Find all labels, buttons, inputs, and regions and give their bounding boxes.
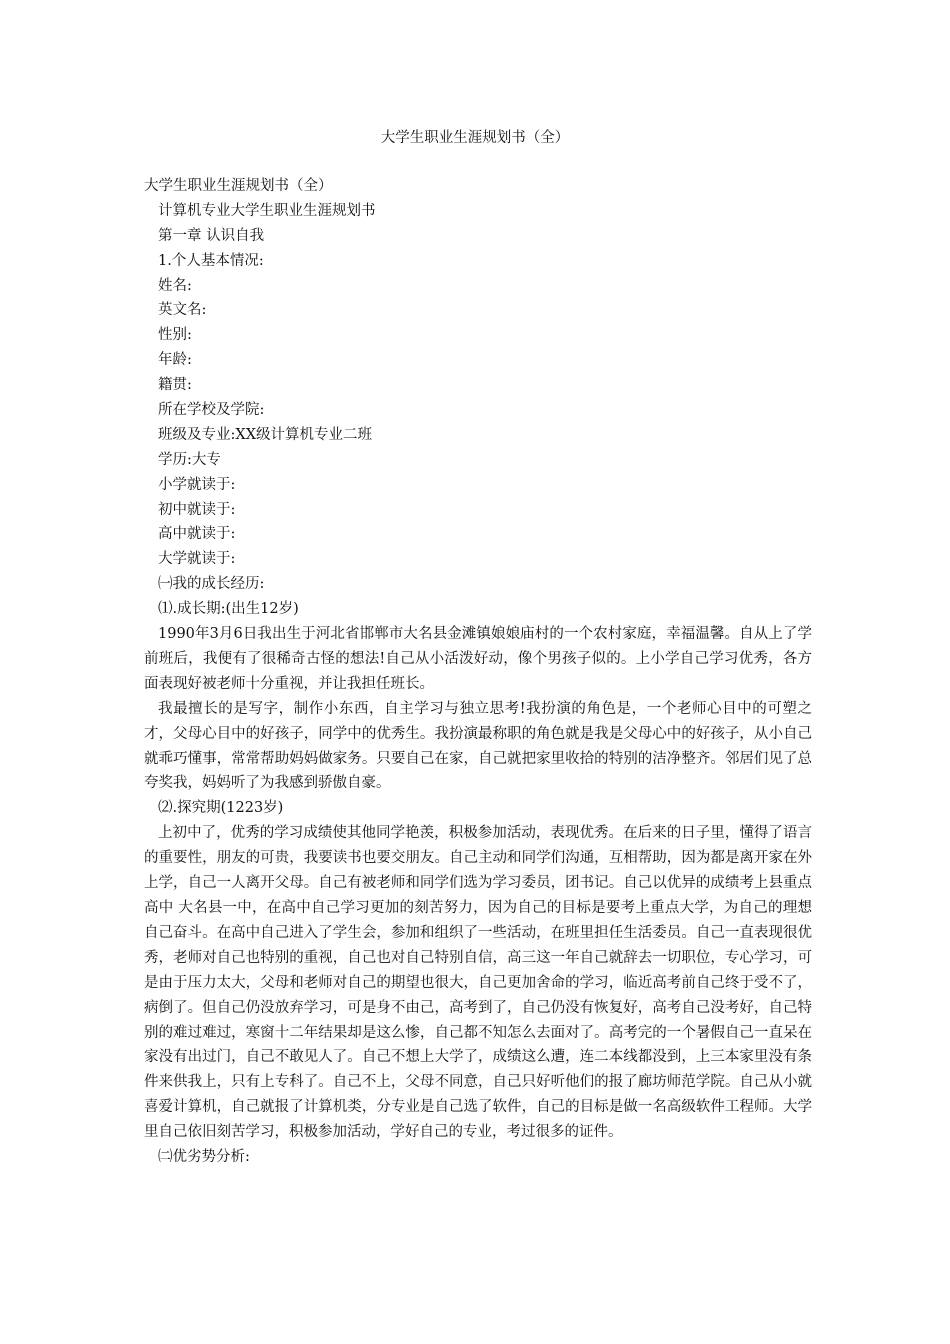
field-education: 学历:大专 <box>158 451 221 468</box>
field-class-major: 班级及专业:XX级计算机专业二班 <box>158 426 373 443</box>
field-hometown: 籍贯: <box>158 377 192 394</box>
field-gender: 性别: <box>158 327 192 344</box>
growth-heading: ㈠我的成长经历: <box>158 576 265 593</box>
document-body <box>144 174 812 1170</box>
growth-period-heading: ⑴.成长期:(出生12岁) <box>158 601 299 618</box>
paragraph-childhood: 1990年3月6日我出生于河北省邯郸市大名县金滩镇娘娘庙村的一个农村家庭，幸福温馨。自从上了学前班后，我便有了很稀奇古怪的想法!自己从小活泼好动，像个男孩子似的。上小学自己学习优秀，各方面表现好被老师十分重视，并让我担任班长。 <box>144 626 812 692</box>
field-name: 姓名: <box>158 277 192 294</box>
document-title: 大学生职业生涯规划书（全） <box>380 130 570 146</box>
field-age: 年龄: <box>158 352 192 369</box>
paragraph-strengths: 我最擅长的是写字，制作小东西，自主学习与独立思考!我扮演的角色是，一个老师心目中的可塑之才，父母心目中的好孩子，同学中的优秀生。我扮演最称职的角色就是我是父母心中的好孩子，从小自己就乖巧懂事，常常帮助妈妈做家务。只要自己在家，自己就把家里收拾的特别的洁净整齐。邻居们见了总夸奖我，妈妈听了为我感到骄傲自豪。 <box>144 700 812 792</box>
field-english-name: 英文名: <box>158 302 207 319</box>
swot-heading: ㈡优劣势分析: <box>158 1149 250 1166</box>
section-heading: 1.个人基本情况: <box>158 252 264 269</box>
exploration-period-heading: ⑵.探究期(1223岁) <box>158 800 284 817</box>
paragraph-schooling: 上初中了，优秀的学习成绩使其他同学艳羡，积极参加活动，表现优秀。在后来的日子里，懂得了语言的重要性，朋友的可贵，我要读书也要交朋友。自己主动和同学们沟通，互相帮助，因为都是离开家在外上学，自己一人离开父母。自己有被老师和同学们选为学习委员，团书记。自己以优异的成绩考上县重点高中 大名县一中，在高中自己学习更加的刻苦努力，因为自己的目标是要考上重点大学，为自己的理想自己奋斗。在高中自己进入了学生会，参加和组织了一些活动，在班里担任生活委员。自己一直表现很优秀，老师对自己也特别的重视，自己也对自己特别自信，高三这一年自己就辞去一切职位，专心学习，可是由于压力太大，父母和老师对自己的期望也很大，自己更加舍命的学习，临近高考前自己终于受不了，病倒了。但自己仍没放弃学习，可是身不由己，高考到了，自己仍没有恢复好，高考自己没考好，自己特别的难过难过，寒窗十二年结果却是这么惨，自己都不知怎么去面对了。高考完的一个暑假自己一直呆在家没有出过门，自己不敢见人了。自己不想上大学了，成绩这么遭，连二本线都没到，上三本家里没有条件来供我上，只有上专科了。自己不上，父母不同意，自己只好听他们的报了廊坊师范学院。自己从小就喜爱计算机，自己就报了计算机类，分专业是自己选了软件，自己的目标是做一名高级软件工程师。大学里自己依旧刻苦学习，积极参加活动，学好自己的专业，考过很多的证件。 <box>144 825 812 1141</box>
field-university: 大学就读于: <box>158 551 236 568</box>
field-high-school: 高中就读于: <box>158 526 236 543</box>
field-middle-school: 初中就读于: <box>158 501 236 518</box>
field-primary-school: 小学就读于: <box>158 476 236 493</box>
body-heading: 大学生职业生涯规划书（全） <box>144 178 333 194</box>
chapter-heading: 第一章 认识自我 <box>158 227 265 244</box>
subtitle: 计算机专业大学生职业生涯规划书 <box>158 202 376 219</box>
field-school: 所在学校及学院: <box>158 402 265 419</box>
